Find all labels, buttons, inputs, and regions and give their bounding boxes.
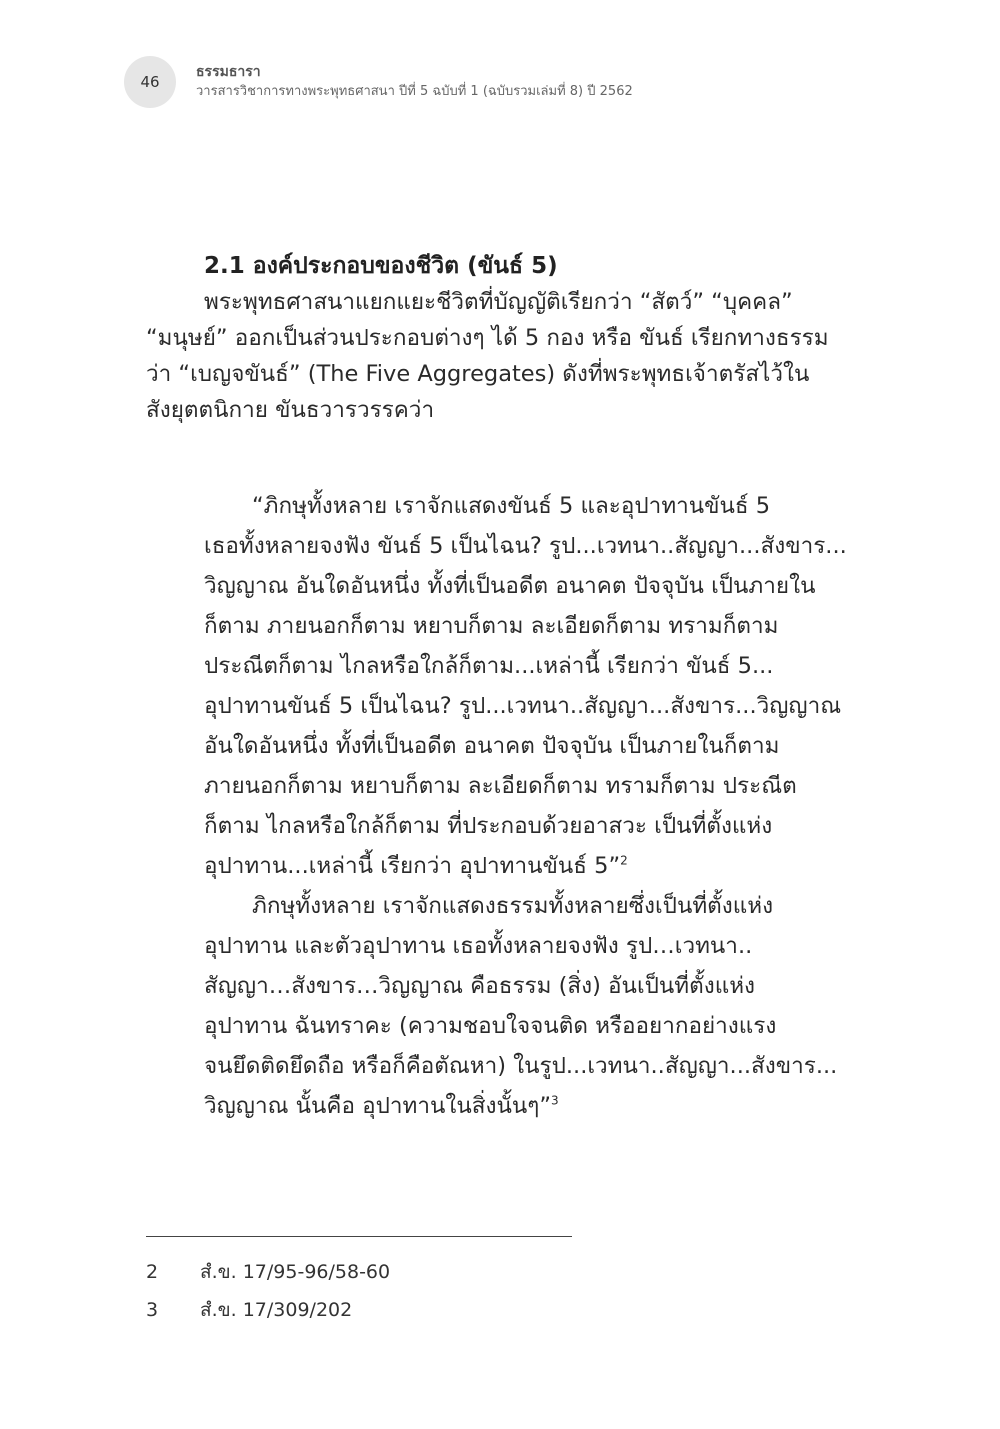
- journal-name: ธรรมธารา: [196, 64, 261, 80]
- quote-line: สัญญา…สังขาร…วิญญาณ คือธรรม (สิ่ง) อันเป็นที่ตั้งแห่ง: [204, 973, 756, 999]
- footnote-ref-3[interactable]: 3: [550, 1093, 559, 1108]
- footnote-number: 2: [146, 1261, 159, 1283]
- footnote-3: [146, 1295, 352, 1325]
- intro-line: “มนุษย์” ออกเป็นส่วนประกอบต่างๆ ได้ 5 กอง หรือ ขันธ์ เรียกทางธรรม: [146, 325, 829, 351]
- quote-line: อุปาทาน และตัวอุปาทาน เธอทั้งหลายจงฟัง รูป…เวทนา..: [204, 933, 753, 959]
- page-body: [146, 248, 847, 1126]
- intro-line: พระพุทธศาสนาแยกแยะชีวิตที่บัญญัติเรียกว่า “สัตว์” “บุคคล”: [204, 289, 793, 315]
- quote-line: ภายนอกก็ตาม หยาบก็ตาม ละเอียดก็ตาม ทรามก็ตาม ประณีต: [204, 773, 797, 799]
- footnote-ref-2[interactable]: 2: [620, 853, 628, 868]
- quote-paragraph-1: [204, 486, 847, 886]
- quote-line: อุปาทานขันธ์ 5 เป็นไฉน? รูป...เวทนา..สัญญา...สังขาร...วิญญาณ: [204, 693, 842, 719]
- quote-paragraph-2: [204, 886, 838, 1126]
- quote-line: ภิกษุทั้งหลาย เราจักแสดงธรรมทั้งหลายซึ่งเป็นที่ตั้งแห่ง: [252, 893, 774, 919]
- footnote-text: สํ.ข. 17/95-96/58-60: [200, 1261, 391, 1283]
- quote-line: ก็ตาม ภายนอกก็ตาม หยาบก็ตาม ละเอียดก็ตาม ทรามก็ตาม: [204, 613, 779, 639]
- quote-line: จนยึดติดยึดถือ หรือก็คือตัณหา) ในรูป...เวทนา..สัญญา...สังขาร...: [204, 1053, 838, 1079]
- section-heading: 2.1 องค์ประกอบของชีวิต (ขันธ์ 5): [204, 253, 558, 279]
- page-number: 46: [124, 56, 176, 108]
- quote-block: [146, 486, 847, 1126]
- footnote-divider: [146, 1236, 572, 1237]
- quote-text: วิญญาณ นั้นคือ อุปาทานในสิ่งนั้นๆ”: [204, 1093, 551, 1119]
- quote-line: วิญญาณ อันใดอันหนึ่ง ทั้งที่เป็นอดีต อนาคต ปัจจุบัน เป็นภายใน: [204, 573, 816, 599]
- quote-line: อุปาทาน ฉันทราคะ (ความชอบใจจนติด หรืออยากอย่างแรง: [204, 1013, 777, 1039]
- intro-paragraph: [146, 284, 828, 428]
- quote-line-last: [204, 846, 828, 886]
- quote-line: “ภิกษุทั้งหลาย เราจักแสดงขันธ์ 5 และอุปาทานขันธ์ 5: [252, 493, 771, 519]
- footnote-2: [146, 1257, 390, 1287]
- quote-text: อุปาทาน...เหล่านี้ เรียกว่า อุปาทานขันธ์ 5”: [204, 853, 621, 879]
- intro-line: ว่า “เบญจขันธ์” (The Five Aggregates) ดังที่พระพุทธเจ้าตรัสไว้ใน: [146, 361, 810, 387]
- intro-line: สังยุตตนิกาย ขันธวารวรรคว่า: [146, 397, 435, 423]
- quote-line: เธอทั้งหลายจงฟัง ขันธ์ 5 เป็นไฉน? รูป...เวทนา..สัญญา...สังขาร...: [204, 533, 847, 559]
- quote-line-last: [204, 1086, 828, 1126]
- quote-line: อันใดอันหนึ่ง ทั้งที่เป็นอดีต อนาคต ปัจจุบัน เป็นภายในก็ตาม: [204, 733, 780, 759]
- running-header: [196, 64, 633, 99]
- quote-line: ประณีตก็ตาม ไกลหรือใกล้ก็ตาม...เหล่านี้ เรียกว่า ขันธ์ 5...: [204, 653, 774, 679]
- quote-line: ก็ตาม ไกลหรือใกล้ก็ตาม ที่ประกอบด้วยอาสวะ เป็นที่ตั้งแห่ง: [204, 813, 773, 839]
- footnote-number: 3: [146, 1299, 159, 1321]
- journal-subtitle: วารสารวิชาการทางพระพุทธศาสนา ปีที่ 5 ฉบับที่ 1 (ฉบับรวมเล่มที่ 8) ปี 2562: [196, 83, 633, 99]
- footnote-text: สํ.ข. 17/309/202: [200, 1299, 353, 1321]
